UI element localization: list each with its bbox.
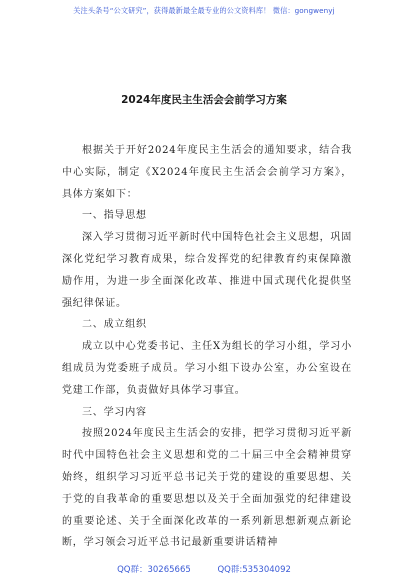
section-heading: 三、学习内容: [82, 406, 147, 418]
section-paragraph: 成立以中心党委书记、主任X为组长的学习小组，学习小组成员为党委班子成员。学习小组下设办公室，办公室设在党建工作部，负责做好具体学习事宜。: [62, 341, 352, 396]
document-body: [62, 140, 352, 554]
document-title: 2024年度民主生活会会前学习方案: [121, 94, 287, 106]
header-notice: 关注头条号“公文研究”，获得最新最全最专业的公文资料库！ 微信：gongwenyj: [73, 6, 335, 15]
qq-group-2: QQ群:535304092: [217, 565, 291, 575]
intro-paragraph: 根据关于开好2024年度民主生活会的通知要求，结合我中心实际，制定《X2024年度民主生活会会前学习方案》，具体方案如下：: [62, 145, 352, 200]
section-paragraph: 深入学习贯彻习近平新时代中国特色社会主义思想，巩固深化党纪学习教育成果，综合发挥党的纪律教育约束保障激励作用，为进一步全面深化改革、推进中国式现代化提供坚强纪律保证。: [62, 232, 352, 309]
footer-contacts: [0, 563, 408, 575]
section-paragraph: 按照2024年度民主生活会的安排，把学习贯彻习近平新时代中国特色社会主义思想和党的二十届三中全会精神贯穿始终，组织学习习近平总书记关于党的建设的重要思想、关于党的自我革命的重要思想以及关于全面加强党的纪律建设的重要论述、关于全面深化改革的一系列新思想新观点新论断，学习领会习近平总书记最新重要讲话精神: [62, 428, 352, 549]
section-heading: 二、成立组织: [82, 319, 147, 331]
qq-group-1: QQ群：30265665: [117, 565, 191, 575]
section-heading: 一、指导思想: [82, 210, 147, 222]
